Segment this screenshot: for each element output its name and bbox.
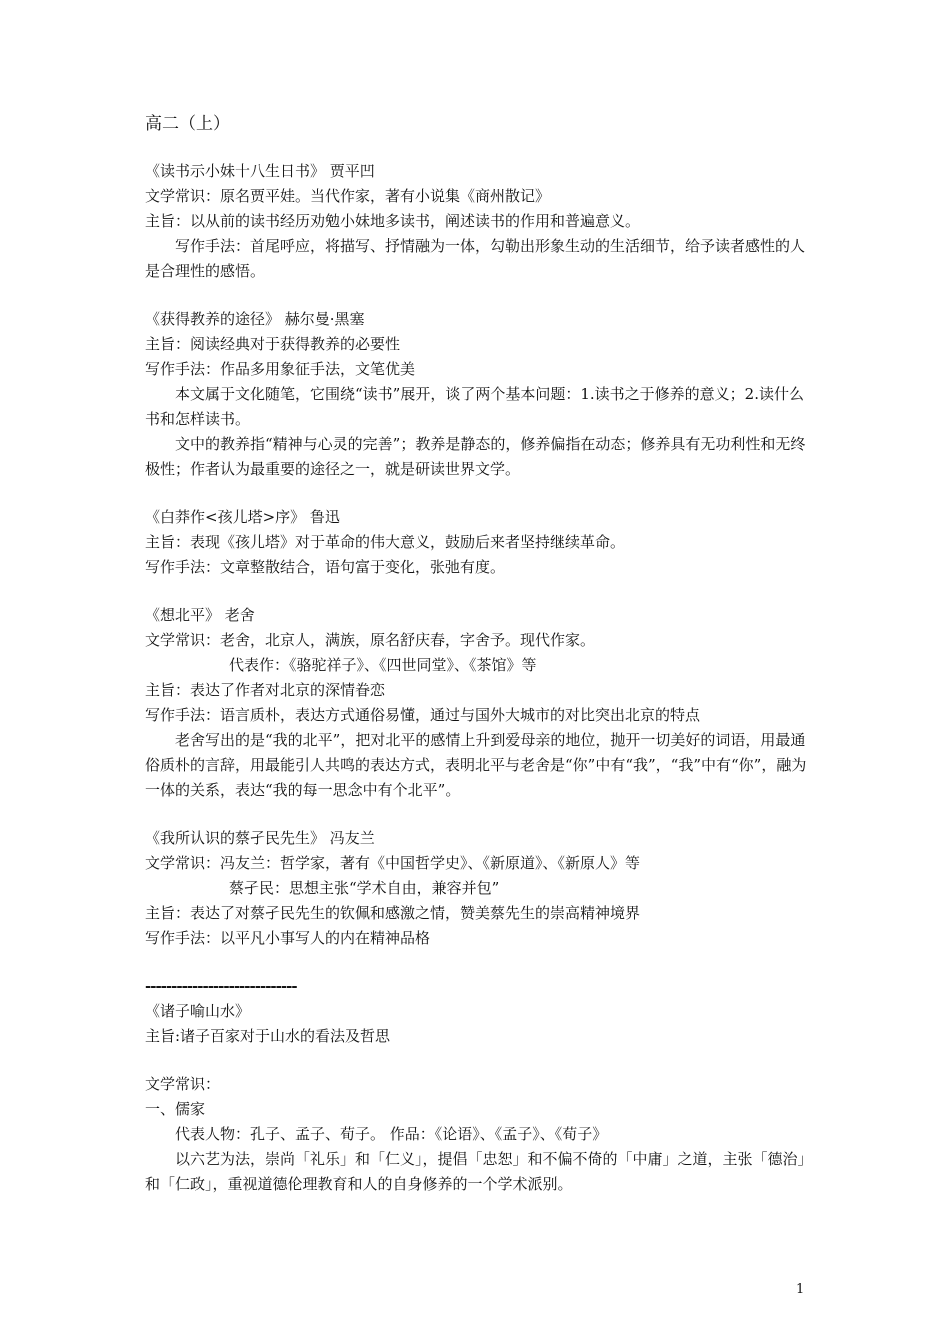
thought-line: 蔡孑民：思想主张“学术自由，兼容并包” — [229, 879, 500, 897]
section-heading: 《诸子喻山水》 — [145, 1002, 251, 1020]
page-number: 1 — [796, 1282, 805, 1297]
section-gap — [145, 951, 810, 974]
body-paragraph: 老舍写出的是“我的北平”，把对北平的感情上升到爱母亲的地位，抛开一切美好的词语，用最通俗质朴的言辞，用最能引人共鸣的表达方式，表明北平与老舍是“你”中有“我”，“我”中有“你”，融为一体的关系，表达“我的每一思念中有个北平”。 — [145, 731, 807, 799]
theme-line: 主旨：表现《孩儿塔》对于革命的伟大意义，鼓励后来者坚持继续革命。 — [145, 533, 626, 551]
writing-method-paragraph: 写作手法：首尾呼应，将描写、抒情融为一体，勾勒出形象生动的生活细节，给予读者感性的人是合理性的感悟。 — [145, 237, 806, 280]
page-content — [145, 112, 810, 1197]
theme-line: 主旨：以从前的读书经历劝勉小妹地多读书，阐述读书的作用和普遍意义。 — [145, 212, 641, 230]
school-heading: 一、儒家 — [145, 1100, 206, 1118]
literary-knowledge-line: 文学常识：原名贾平娃。当代作家，著有小说集《商州散记》 — [145, 187, 551, 205]
theme-line: 主旨:诸子百家对于山水的看法及哲思 — [145, 1027, 391, 1045]
section-gap — [145, 284, 810, 307]
section-hai-er-ta — [145, 505, 810, 580]
writing-method-line: 写作手法：作品多用象征手法，文笔优美 — [145, 360, 416, 378]
theme-line: 主旨：表达了作者对北京的深情眷恋 — [145, 681, 386, 699]
section-heading: 《获得教养的途径》 赫尔曼·黑塞 — [145, 310, 365, 328]
section-heading: 《读书示小妹十八生日书》 贾平凹 — [145, 162, 375, 180]
section-gap — [145, 1049, 810, 1072]
theme-line: 主旨：表达了对蔡孑民先生的钦佩和感激之情，赞美蔡先生的崇高精神境界 — [145, 904, 641, 922]
section-heading: 《白莽作<孩儿塔>序》 鲁迅 — [145, 508, 340, 526]
body-paragraph: 文中的教养指“精神与心灵的完善”；教养是静态的，修养偏指在动态；修养具有无功利性和无终极性；作者认为最重要的途径之一，就是研读世界文学。 — [145, 435, 806, 478]
literary-knowledge-label: 文学常识： — [145, 1075, 221, 1093]
section-jiao-yang — [145, 307, 810, 482]
theme-line: 主旨：阅读经典对于获得教养的必要性 — [145, 335, 401, 353]
literary-knowledge-line: 文学常识：冯友兰：哲学家，著有《中国哲学史》、《新原道》、《新原人》等 — [145, 854, 641, 872]
section-heading: 《我所认识的蔡孑民先生》 冯友兰 — [145, 829, 375, 847]
section-gap — [145, 803, 810, 826]
section-xiang-bei-ping — [145, 603, 810, 803]
body-paragraph: 本文属于文化随笔，它围绕“读书”展开，谈了两个基本问题：1.读书之于修养的意义；2.读什么书和怎样读书。 — [145, 385, 804, 428]
literary-knowledge-line: 文学常识：老舍，北京人，满族，原名舒庆春，字舍予。现代作家。 — [145, 631, 596, 649]
section-heading: 《想北平》 老舍 — [145, 606, 255, 624]
body-paragraph: 以六艺为法，崇尚「礼乐」和「仁义」，提倡「忠恕」和不偏不倚的「中庸」之道，主张「德治」和「仁政」，重视道德伦理教育和人的自身修养的一个学术派别。 — [145, 1150, 806, 1193]
section-gap — [145, 482, 810, 505]
section-gap — [145, 580, 810, 603]
representatives-line: 代表人物：孔子、孟子、荀子。 作品：《论语》、《孟子》、《荀子》 — [175, 1125, 608, 1143]
section-zhu-zi — [145, 999, 810, 1197]
writing-method-line: 写作手法：文章整散结合，语句富于变化，张弛有度。 — [145, 558, 506, 576]
page-title: 高二（上） — [145, 114, 230, 134]
separator-line: ----------------------------- — [145, 977, 297, 995]
representative-works-line: 代表作：《骆驼祥子》、《四世同堂》、《茶馆》等 — [229, 656, 537, 674]
writing-method-line: 写作手法：以平凡小事写人的内在精神品格 — [145, 929, 431, 947]
section-cai-jie-min — [145, 826, 810, 951]
writing-method-line: 写作手法：语言质朴，表达方式通俗易懂，通过与国外大城市的对比突出北京的特点 — [145, 706, 701, 724]
section-du-shu — [145, 159, 810, 284]
